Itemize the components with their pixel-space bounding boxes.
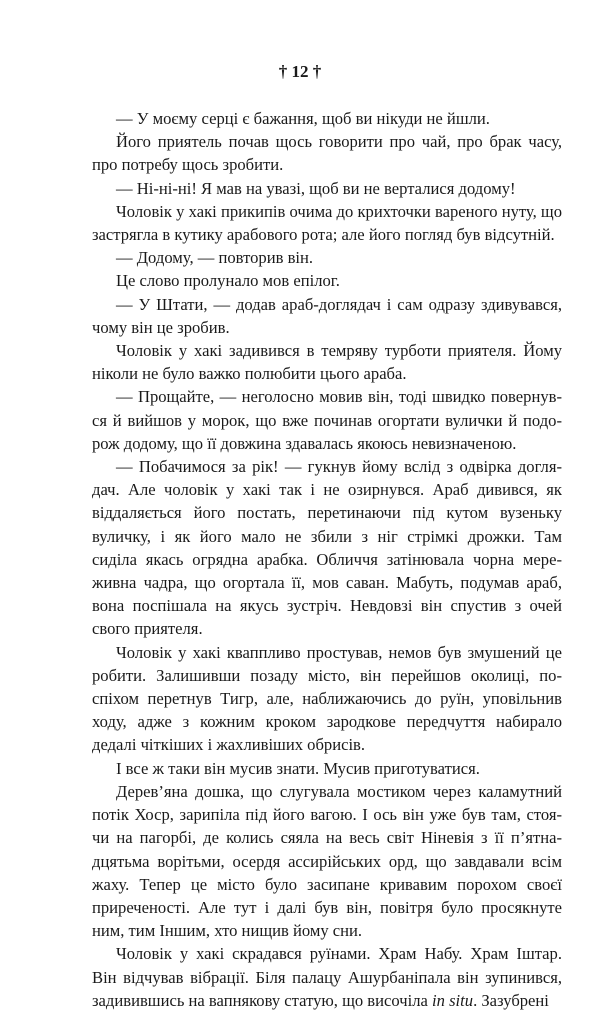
text-line: Чоловік у хакі кваппливо простував, немов був змушений це — [116, 642, 562, 662]
text-line: дцятьма ворітьми, осердя ассирійських орд, що завдавали всім — [92, 851, 562, 871]
text-line: вона поспішала на якусь зустріч. Невдовзі він спустив з очей — [92, 596, 562, 616]
text-line: Чоловік у хакі задивився в темряву турботи приятеля. Йому — [116, 341, 562, 361]
text-line: Це слово пролунало мов епілог. — [116, 271, 340, 291]
body-text — [92, 107, 562, 1012]
text-line: дач. Але чоловік у хакі так і не озирнувся. Араб дивився, як — [92, 480, 562, 500]
text-line: ся й вийшов у морок, що вже починав огортати вулички й подо- — [92, 410, 562, 430]
italic-latin-phrase: in situ — [432, 990, 474, 1010]
text-line: свого приятеля. — [92, 619, 203, 639]
text-line: рож додому, що її довжина здавалась якоюсь невизначеною. — [92, 433, 517, 453]
text-line: Його приятель почав щось говорити про чай, про брак часу, — [116, 132, 562, 152]
text-line: — Додому, — повторив він. — [116, 248, 314, 268]
text-line: сиділа якась огрядна арабка. Обличчя затінювала чорна мере- — [92, 549, 562, 569]
text-line: Дерев’яна дошка, що слугувала мостиком через каламутний — [116, 781, 562, 801]
text-line: — У моєму серці є бажання, щоб ви нікуди не йшли. — [116, 109, 490, 128]
text-line: віддаляється його постать, перетинаючи під кутом вузеньку — [92, 503, 562, 523]
text-segment: . Зазубрені — [473, 990, 549, 1010]
page-number-header: † 12 † — [278, 62, 322, 81]
text-line: живна чадра, що огортала її, мов саван. Мабуть, подумав араб, — [92, 573, 562, 593]
text-line-final — [92, 989, 562, 1012]
text-line: ним, тим Іншим, хто нищив йому сни. — [92, 921, 363, 941]
text-line: чому він це зробив. — [92, 317, 230, 337]
text-line: спіхом перетнув Тигр, але, наближаючись до руїн, уповільнив — [92, 689, 562, 709]
text-line: застрягла в кутику арабового рота; але його погляд був відсутній. — [92, 225, 555, 245]
text-line: — Ні-ні-ні! Я мав на увазі, щоб ви не верталися додому! — [116, 178, 516, 198]
text-segment: задивившись на вапнякову статую, що височіла — [92, 990, 428, 1010]
text-line: про потребу щось зробити. — [92, 155, 284, 175]
text-line: — Прощайте, — неголосно мовив він, тоді швидко повернув- — [116, 387, 562, 407]
text-line: ніколи не було важко полюбити цього араба. — [92, 364, 407, 384]
text-line: Чоловік у хакі скрадався руїнами. Храм Набу. Храм Іштар. — [116, 944, 562, 964]
text-line: чи на пагорбі, де колись сяяла на весь світ Ніневія з її п’ятна- — [92, 828, 562, 848]
text-line: потік Хоср, зарипіла під його вагою. І ось він уже був там, стоя- — [92, 805, 562, 825]
text-line: ходу, адже з кожним кроком зародкове передчуття набирало — [92, 712, 562, 732]
text-line: приреченості. Але тут і далі був він, повітря було просякнуте — [92, 897, 562, 917]
text-line: — У Штати, — додав араб-доглядач і сам одразу здивувався, — [116, 294, 562, 314]
text-line: — Побачимося за рік! — гукнув йому вслід з одвірка догля- — [116, 457, 562, 477]
text-line: І все ж таки він мусив знати. Мусив приготуватися. — [116, 758, 480, 778]
text-line: жаху. Тепер це місто було засипане кривавим порохом своєї — [92, 874, 562, 894]
text-line: дедалі чіткіших і жахливіших обрисів. — [92, 735, 366, 755]
text-line: Чоловік у хакі прикипів очима до крихточки вареного нуту, що — [116, 201, 562, 221]
text-line: Він відчував вібрації. Біля палацу Ашурбаніпала він зупинився, — [92, 967, 562, 987]
text-line: робити. Залишивши позаду місто, він перейшов околиці, по- — [92, 665, 562, 685]
text-line: вуличку, і як його мало не збили з ніг стрімкі дрожки. Там — [92, 526, 562, 546]
